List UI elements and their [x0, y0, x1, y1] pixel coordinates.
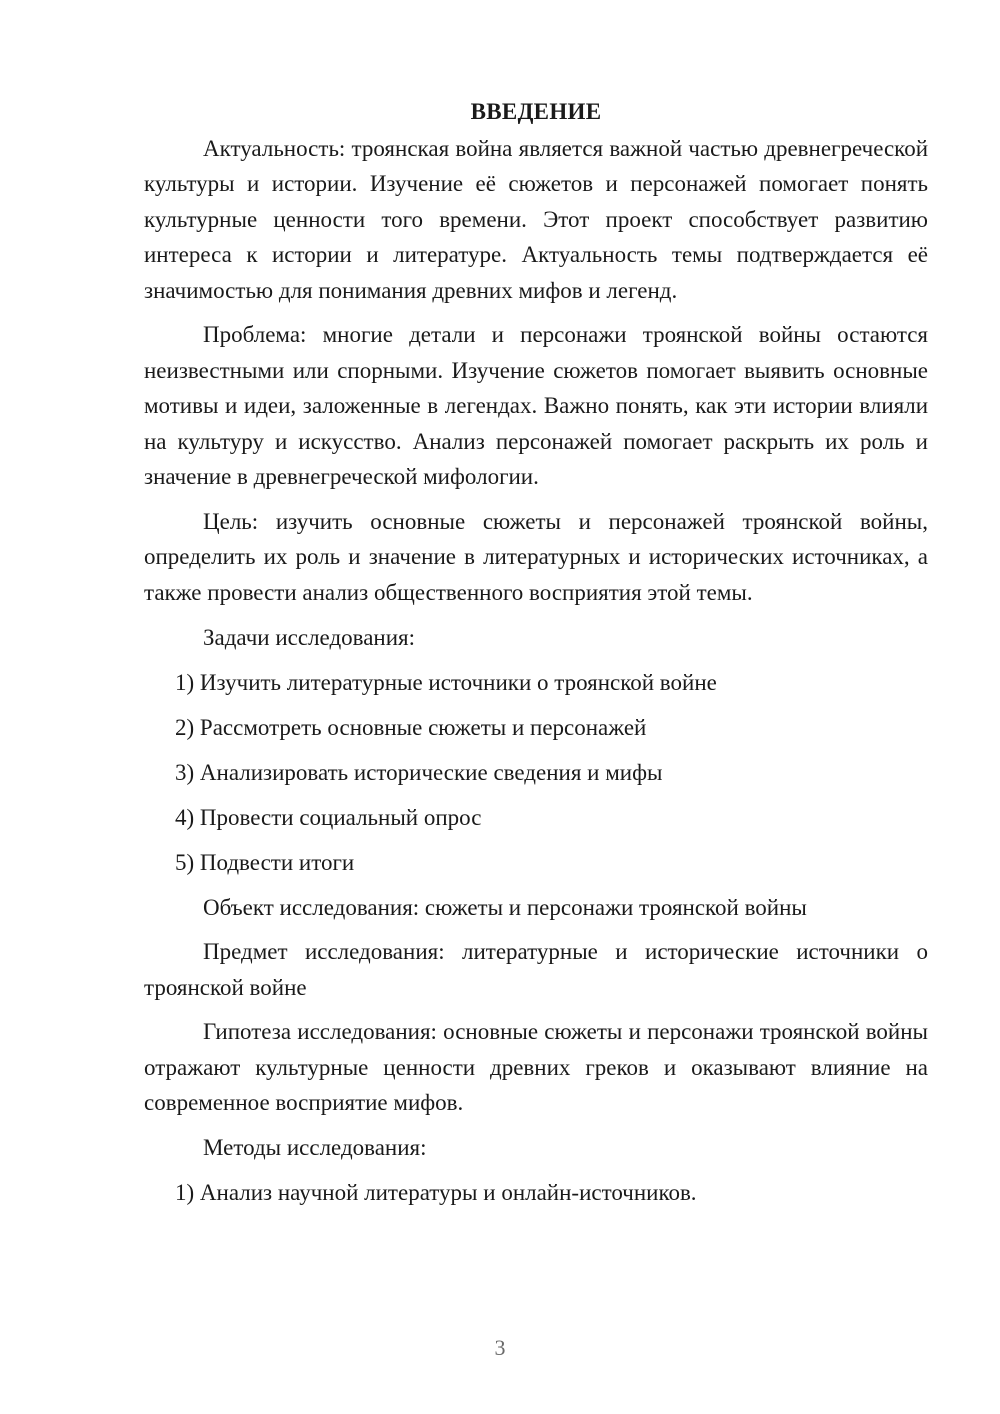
object-paragraph: Объект исследования: сюжеты и персонажи троянской войны [203, 894, 807, 920]
task-item-2: 2) Рассмотреть основные сюжеты и персонажей [175, 714, 647, 740]
task-item-4: 4) Провести социальный опрос [175, 804, 482, 830]
page-heading: ВВЕДЕНИЕ [470, 99, 602, 124]
page-number: 3 [494, 1335, 506, 1360]
methods-title: Методы исследования: [203, 1135, 427, 1160]
subject-paragraph: Предмет исследования: литературные и исторические источники о троянской войне [144, 939, 928, 1000]
problem-paragraph: Проблема: многие детали и персонажи троянской войны остаются неизвестными или спорными. Изучение сюжетов помогает выявить основные мотивы и идеи, заложенные в легендах. Важно понять, как эти истории влияли на культуру и искусство. Анализ персонажей помогает раскрыть их роль и значение в древнегреческой мифологии. [144, 322, 928, 489]
goal-paragraph: Цель: изучить основные сюжеты и персонажей троянской войны, определить их роль и значение в литературных и исторических источниках, а также провести анализ общественного восприятия этой темы. [144, 508, 928, 605]
task-item-1: 1) Изучить литературные источники о троянской войне [175, 669, 717, 695]
method-item-1: 1) Анализ научной литературы и онлайн-источников. [175, 1180, 697, 1205]
page-body [144, 94, 928, 1211]
task-item-3: 3) Анализировать исторические сведения и мифы [175, 759, 663, 785]
relevance-paragraph: Актуальность: троянская война является важной частью древнегреческой культуры и истории. Изучение её сюжетов и персонажей помогает понять культурные ценности того времени. Этот проект способствует развитию интереса к истории и литературе. Актуальность темы подтверждается её значимостью для понимания древних мифов и легенд. [144, 135, 928, 303]
tasks-title: Задачи исследования: [203, 624, 416, 650]
task-item-5: 5) Подвести итоги [175, 849, 355, 875]
hypothesis-paragraph: Гипотеза исследования: основные сюжеты и персонажи троянской войны отражают культурные ценности древних греков и оказывают влияние на современное восприятие мифов. [144, 1019, 928, 1115]
